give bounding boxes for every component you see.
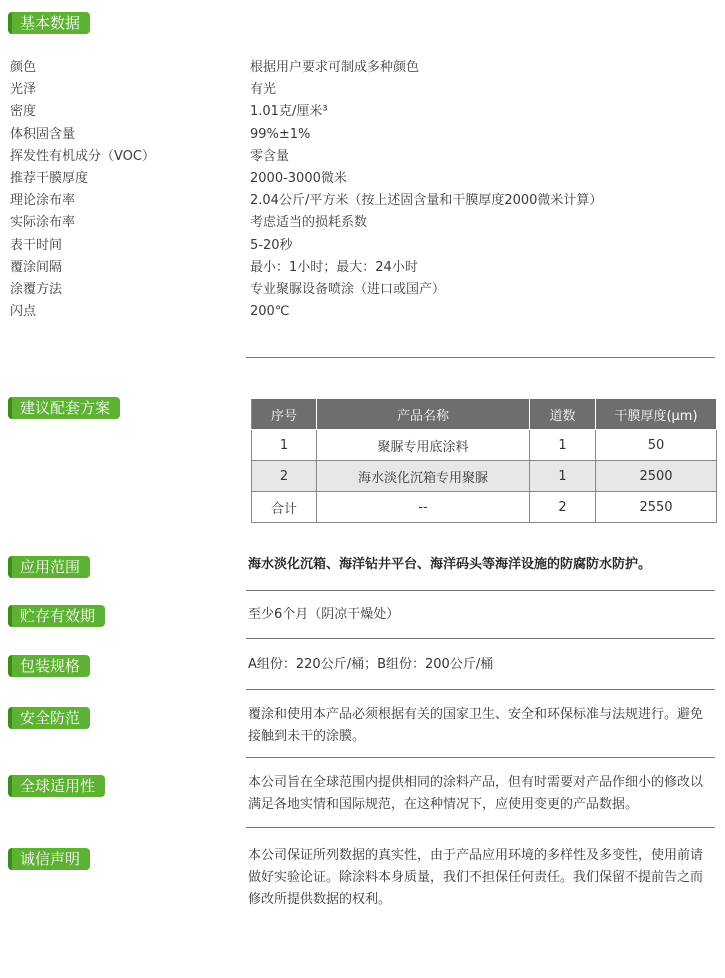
property-value: 考虑适当的损耗系数 (250, 215, 368, 231)
property-value: 有光 (250, 82, 277, 98)
divider (246, 757, 715, 758)
usage-text: 海水淡化沉箱、海洋钻井平台、海洋码头等海洋设施的防腐防水防护。 (248, 557, 652, 572)
divider (246, 357, 715, 358)
section-tag-storage: 贮存有效期 (8, 605, 105, 627)
property-value: 根据用户要求可制成多种颜色 (250, 60, 420, 75)
table-cell: 海水淡化沉箱专用聚脲 (317, 461, 530, 492)
property-label: 表干时间 (10, 237, 63, 253)
divider (246, 590, 715, 591)
table-cell: 1 (530, 461, 596, 492)
header-cell: 干膜厚度(μm) (596, 399, 717, 430)
table-cell: 2500 (596, 461, 717, 492)
table-header-row (252, 399, 717, 430)
package-text: A组份：220公斤/桶；B组份：200公斤/桶 (248, 657, 494, 672)
table-cell: 1 (252, 430, 317, 461)
header-cell: 序号 (252, 399, 317, 430)
divider (246, 827, 715, 828)
divider (246, 689, 715, 690)
property-row (10, 279, 710, 301)
table-cell: 1 (530, 430, 596, 461)
section-tag-usage: 应用范围 (8, 556, 90, 578)
safety-text: 覆涂和使用本产品必须根据有关的国家卫生、安全和环保标准与法规进行。避免接触到未干的涂膜。 (248, 707, 704, 744)
header-cell: 道数 (530, 399, 596, 430)
property-value: 2000-3000微米 (250, 170, 347, 186)
property-value: 零含量 (250, 148, 290, 164)
property-row (10, 101, 710, 123)
property-row (10, 235, 710, 257)
property-label: 体积固含量 (10, 126, 76, 142)
property-label: 颜色 (10, 60, 37, 75)
property-value: 5-20秒 (250, 237, 293, 253)
property-value: 最小：1小时；最大：24小时 (250, 259, 418, 275)
property-label: 涂覆方法 (10, 281, 63, 297)
property-row (10, 212, 710, 234)
section-tag-integrity: 诚信声明 (8, 848, 90, 870)
property-row (10, 57, 710, 79)
section-tag-package: 包装规格 (8, 655, 90, 677)
divider (246, 638, 715, 639)
section-tag-global: 全球适用性 (8, 775, 105, 797)
property-list (10, 57, 710, 323)
global-text: 本公司旨在全球范围内提供相同的涂料产品，但有时需要对产品作细小的修改以满足各地实情和国际规范，在这种情况下，应使用变更的产品数据。 (248, 775, 704, 812)
table-row (252, 492, 717, 523)
table-cell: 2550 (596, 492, 717, 523)
property-value: 99%±1% (250, 126, 311, 142)
table-cell: 聚脲专用底涂料 (317, 430, 530, 461)
property-label: 理论涂布率 (10, 193, 76, 209)
property-value: 1.01克/厘米³ (250, 104, 328, 120)
property-value: 200℃ (250, 304, 290, 320)
table-cell: 2 (530, 492, 596, 523)
coating-scheme-table (251, 398, 717, 523)
property-label: 推荐干膜厚度 (10, 170, 89, 186)
table-row (252, 430, 717, 461)
header-cell: 产品名称 (317, 399, 530, 430)
section-tag-safety: 安全防范 (8, 707, 90, 729)
property-row (10, 301, 710, 323)
storage-text: 至少6个月（阴凉干燥处） (248, 607, 400, 622)
table-cell: 2 (252, 461, 317, 492)
section-tag-basic: 基本数据 (8, 12, 90, 34)
property-label: 闪点 (10, 304, 37, 320)
table-row (252, 461, 717, 492)
property-row (10, 168, 710, 190)
property-label: 覆涂间隔 (10, 259, 63, 275)
property-row (10, 257, 710, 279)
property-label: 实际涂布率 (10, 215, 76, 231)
property-label: 密度 (10, 104, 37, 120)
table-cell: -- (317, 492, 530, 523)
property-value: 专业聚脲设备喷涂（进口或国产） (250, 281, 446, 297)
table-cell: 50 (596, 430, 717, 461)
table-cell: 合计 (252, 492, 317, 523)
property-row (10, 190, 710, 212)
integrity-text: 本公司保证所列数据的真实性，由于产品应用环境的多样性及多变性，使用前请做好实验论证。除涂料本身质量，我们不担保任何责任。我们保留不提前告之而修改所提供数据的权利。 (248, 848, 704, 907)
section-tag-scheme: 建议配套方案 (8, 397, 120, 419)
property-label: 挥发性有机成分（VOC） (10, 148, 155, 164)
property-value: 2.04公斤/平方米（按上述固含量和干膜厚度2000微米计算） (250, 193, 603, 209)
property-row (10, 146, 710, 168)
property-label: 光泽 (10, 82, 37, 98)
property-row (10, 79, 710, 101)
property-row (10, 124, 710, 146)
